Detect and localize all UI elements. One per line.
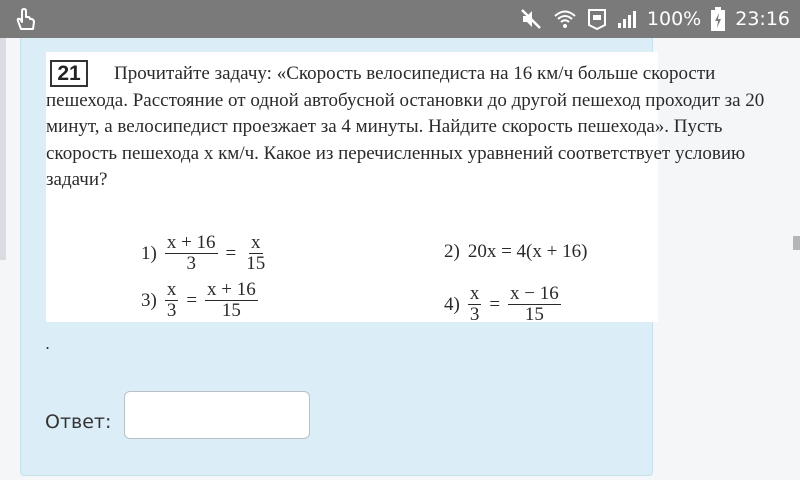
task-card xyxy=(20,38,765,476)
status-icons xyxy=(519,0,790,38)
answer-options xyxy=(46,52,658,325)
answer-input[interactable] xyxy=(124,391,310,439)
clock: 23:16 xyxy=(735,8,790,30)
option-2-expression: 20x = 4(x + 16) xyxy=(467,241,588,262)
option-4: 4) $\frac{x}{3}$ = $\frac{x - 16}{15}$ xyxy=(444,283,559,325)
option-2: 2) 20x = 4(x + 16) xyxy=(444,241,588,262)
answer-label: Ответ: xyxy=(45,411,112,433)
notification-icon xyxy=(587,8,607,30)
option-3: 3) $\frac{x}{3}$ = $\frac{x + 16}{15}$ xyxy=(141,279,256,321)
signal-icon xyxy=(617,9,637,29)
mute-icon xyxy=(519,7,543,31)
task-image xyxy=(46,52,765,325)
edge-scroll-thumb xyxy=(793,236,800,250)
battery-percent: 100% xyxy=(646,8,702,30)
status-bar xyxy=(0,0,800,38)
battery-charging-icon xyxy=(711,7,725,31)
task-number: 21 xyxy=(50,60,88,87)
option-1: 1) $\frac{x + 16}{3}$ = $\frac{x}{15}$ xyxy=(141,232,266,274)
wifi-icon xyxy=(553,7,577,31)
hand-touch-icon xyxy=(14,7,36,31)
separator-dot: . xyxy=(45,334,51,353)
task-text: Прочитайте задачу: «Скорость велосипедиста на 16 км/ч больше скорости пешехода. Расстояние от одной автобусной остановки до другой пешеход проходит за 20 минут, а велосипедист проезжает за 4 минуты. Найдите скорость пешехода». Пусть скорость пешехода x км/ч. Какое из перечисленных уравнений соответствует условию задачи? xyxy=(46,63,765,190)
scroll-indicator xyxy=(0,38,6,260)
